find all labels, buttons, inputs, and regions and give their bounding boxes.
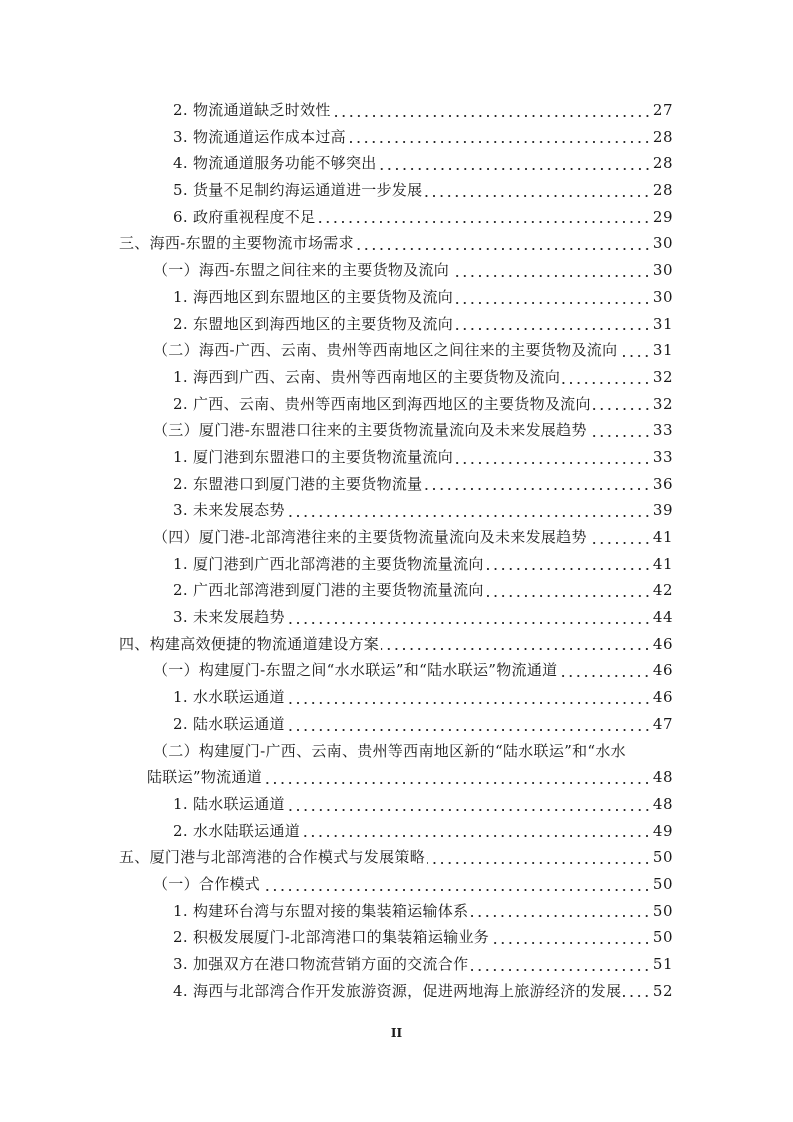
toc-entry[interactable] [0,577,673,604]
toc-entry-page: 27 [652,101,673,119]
toc-entry-title: 4. 物流通道服务功能不够突出 [173,154,377,173]
toc-entry-title: 2. 陆水联运通道 [173,714,285,733]
dot-leader [287,791,651,818]
toc-entry[interactable] [0,791,673,818]
toc-entry-title: （二）构建厦门-广西、云南、贵州等西南地区新的“陆水联运”和“水水 [153,741,626,760]
toc-entry-title: 3. 未来发展趋势 [173,608,285,627]
toc-entry-title: 三、海西-东盟的主要物流市场需求 [119,234,354,253]
toc-entry-page: 39 [652,501,673,520]
toc-entry-title: 2. 积极发展厦门-北部湾港口的集装箱运输业务 [173,928,490,947]
toc-entry-page: 48 [652,768,673,787]
toc-entry[interactable] [0,978,673,1005]
toc-entry-title: （三）厦门港-东盟港口往来的主要货物流量流向及未来发展趋势 [153,421,587,440]
toc-entry-title: 2. 东盟地区到海西地区的主要货物及流向 [173,314,454,333]
page-number: II [390,1026,403,1040]
toc-entry-title: 5. 货量不足制约海运通道进一步发展 [173,181,423,200]
toc-entry-page: 50 [652,848,673,867]
toc-entry-title: （一）构建厦门-东盟之间“水水联运”和“陆水联运”物流通道 [153,661,558,680]
dot-leader [424,177,650,204]
toc-entry-page: 33 [652,421,673,440]
toc-entry-title: 6. 政府重视程度不足 [173,207,316,226]
dot-leader [264,764,651,791]
toc-entry-page: 41 [652,528,673,546]
dot-leader [470,951,651,978]
toc-entry-title: 1. 陆水联运通道 [173,794,285,813]
toc-entry-title: 2. 广西北部湾港到厦门港的主要货物流量流向 [173,581,484,600]
toc-entry-title: 2. 东盟港口到厦门港的主要货物流量 [173,474,423,493]
toc-entry-title: 1. 厦门港到广西北部湾港的主要货物流量流向 [173,554,484,573]
dot-leader [379,150,651,177]
toc-entry-page: 50 [652,928,673,947]
toc-entry[interactable] [0,150,673,177]
toc-entry[interactable] [0,257,673,284]
toc-entry-page: 47 [652,714,673,733]
toc-entry-page: 44 [652,608,673,627]
dot-leader [619,337,651,364]
dot-leader [381,631,651,658]
dot-leader [470,898,651,925]
dot-leader [302,818,651,845]
toc-entry-page: 28 [652,154,673,173]
toc-entry[interactable] [0,604,673,631]
dot-leader [317,204,651,231]
dot-leader [455,444,651,471]
table-of-contents [0,97,793,1004]
toc-entry-page: 36 [652,474,673,493]
toc-entry-title: （二）海西-广西、云南、贵州等西南地区之间往来的主要货物及流向 [153,341,618,360]
toc-entry[interactable] [0,124,673,151]
toc-entry-title: 3. 未来发展态势 [173,501,285,520]
dot-leader [486,577,651,604]
toc-entry[interactable] [0,631,673,658]
dot-leader [451,257,651,284]
toc-entry-page: 48 [652,794,673,813]
toc-entry-page: 28 [652,181,673,200]
toc-entry-title: 四、构建高效便捷的物流通道建设方案 [119,634,380,653]
dot-leader [491,924,651,951]
dot-leader [424,471,650,498]
toc-entry-continuation[interactable] [0,764,673,791]
toc-entry-title: 2. 水水陆联运通道 [173,821,301,840]
toc-entry-page: 32 [652,367,673,386]
toc-entry-page: 42 [652,581,673,600]
toc-entry[interactable] [0,417,673,444]
toc-entry[interactable] [0,711,673,738]
toc-entry-page: 32 [652,394,673,413]
toc-entry-page: 50 [652,874,673,893]
dot-leader [287,497,651,524]
toc-entry-page: 30 [652,287,673,306]
toc-entry-title: （一）合作模式 [153,874,261,893]
dot-leader [623,978,651,1005]
toc-entry-title: 1. 构建环台湾与东盟对接的集装箱运输体系 [173,901,469,920]
dot-leader [455,284,651,311]
toc-entry[interactable] [0,524,673,551]
toc-entry-title: 2. 物流通道缺乏时效性 [173,101,331,119]
dot-leader [287,604,651,631]
toc-entry[interactable] [0,97,673,124]
dot-leader [486,551,651,578]
toc-entry[interactable] [0,230,673,257]
toc-entry[interactable] [0,497,673,524]
dot-leader [427,844,651,871]
toc-entry-page: 46 [652,688,673,707]
toc-entry-page: 33 [652,447,673,466]
toc-entry-title: 五、厦门港与北部湾港的合作模式与发展策略 [119,848,426,867]
toc-entry-title: 3. 物流通道运作成本过高 [173,127,346,146]
toc-entry-page: 50 [652,901,673,920]
toc-entry[interactable] [0,951,673,978]
dot-leader [262,871,651,898]
toc-entry-title: 2. 广西、云南、贵州等西南地区到海西地区的主要货物及流向 [173,394,591,413]
toc-entry[interactable] [0,924,673,951]
toc-entry[interactable] [0,311,673,338]
toc-entry-title-continued: 陆联运”物流通道 [147,768,263,787]
toc-entry-page: 28 [652,127,673,146]
toc-entry-title: 4. 海西与北部湾合作开发旅游资源，促进两地海上旅游经济的发展 [173,981,622,1000]
toc-entry-page: 29 [652,207,673,226]
toc-entry[interactable] [0,551,673,578]
toc-entry-page: 30 [652,261,673,280]
toc-entry[interactable] [0,284,673,311]
toc-entry[interactable] [0,391,673,418]
dot-leader [562,364,651,391]
toc-entry-page: 41 [652,554,673,573]
toc-entry-page: 30 [652,234,673,253]
toc-entry[interactable] [0,337,673,364]
toc-entry-page: 52 [652,981,673,1000]
toc-entry[interactable] [0,657,673,684]
toc-entry-page: 46 [652,634,673,653]
toc-entry-page: 31 [652,314,673,333]
dot-leader [589,524,651,551]
toc-entry[interactable] [0,204,673,231]
dot-leader [287,684,651,711]
toc-entry-title: 3. 加强双方在港口物流营销方面的交流合作 [173,955,469,973]
dot-leader [287,711,651,738]
toc-entry-page: 46 [652,661,673,680]
toc-entry-title: （一）海西-东盟之间往来的主要货物及流向 [153,261,450,280]
toc-entry[interactable] [0,471,673,498]
toc-entry-title: 1. 海西到广西、云南、贵州等西南地区的主要货物及流向 [173,367,561,386]
toc-entry-page: 51 [652,955,673,973]
toc-entry-title: 1. 厦门港到东盟港口的主要货物流量流向 [173,447,454,466]
toc-entry-page: 31 [652,341,673,360]
toc-entry-title: 1. 海西地区到东盟地区的主要货物及流向 [173,287,454,306]
toc-entry[interactable] [0,818,673,845]
toc-entry[interactable] [0,177,673,204]
toc-entry[interactable] [0,844,673,871]
dot-leader [589,417,651,444]
dot-leader [593,391,651,418]
dot-leader [455,311,651,338]
dot-leader [333,97,651,124]
toc-entry[interactable] [0,871,673,898]
toc-entry-page: 49 [652,821,673,840]
toc-entry[interactable] [0,684,673,711]
dot-leader [356,230,651,257]
toc-entry-title: （四）厦门港-北部湾港往来的主要货物流量流向及未来发展趋势 [153,528,587,546]
toc-entry[interactable] [0,898,673,925]
toc-entry[interactable] [0,364,673,391]
toc-entry[interactable] [0,444,673,471]
toc-entry[interactable] [0,738,673,765]
dot-leader [348,124,651,151]
toc-entry-title: 1. 水水联运通道 [173,688,285,707]
dot-leader [559,657,650,684]
